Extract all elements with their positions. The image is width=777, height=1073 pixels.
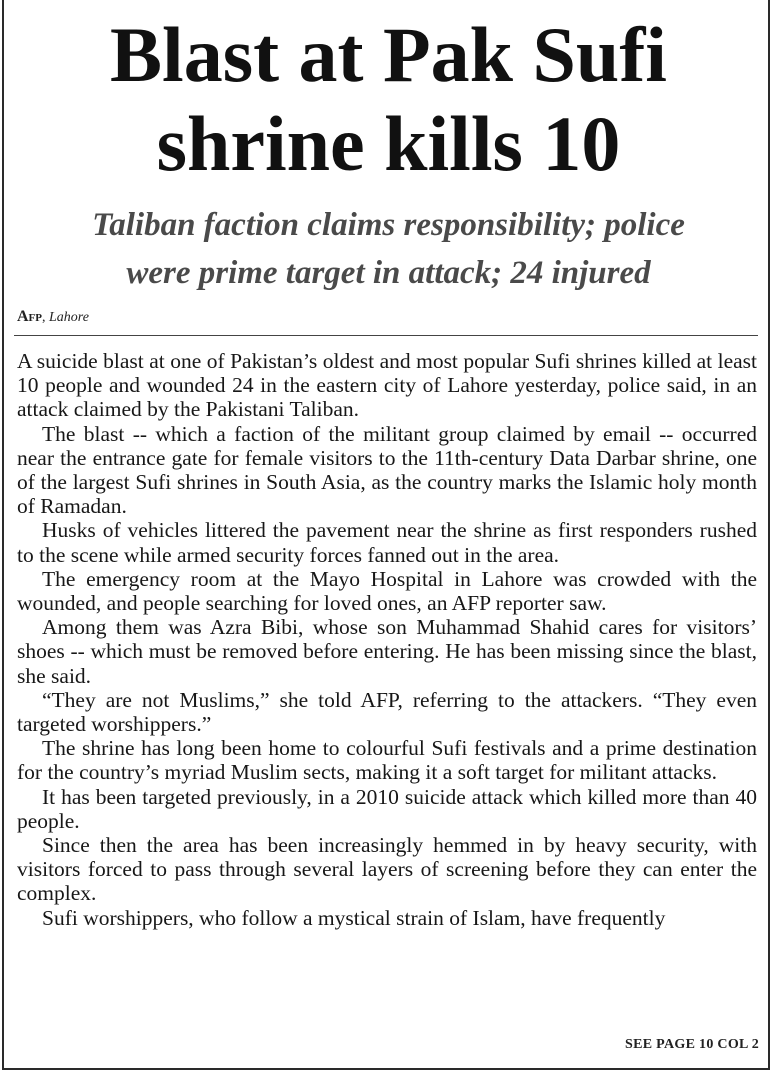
byline-divider	[14, 335, 758, 336]
article-paragraph: It has been targeted previously, in a 2010 suicide attack which killed more than 40 people.	[17, 784, 757, 833]
headline	[0, 10, 777, 188]
article-paragraph: Among them was Azra Bibi, whose son Muhammad Shahid cares for visitors’ shoes -- which must be removed before entering. He has been missing since the blast, she said.	[17, 615, 757, 688]
article-paragraph: A suicide blast at one of Pakistan’s oldest and most popular Sufi shrines killed at least 10 people and wounded 24 in the eastern city of Lahore yesterday, police said, in an attack claimed by the Pakistani Taliban.	[17, 349, 757, 422]
subheadline-line-2: were prime target in attack; 24 injured	[126, 255, 651, 291]
article-paragraph: Sufi worshippers, who follow a mystical strain of Islam, have frequently	[42, 905, 666, 930]
article-paragraph: Husks of vehicles littered the pavement near the shrine as first responders rushed to the scene while armed security forces fanned out in the area.	[17, 518, 757, 567]
subheadline	[0, 201, 777, 297]
article-paragraph: The blast -- which a faction of the militant group claimed by email -- occurred near the entrance gate for female visitors to the 11th-century Data Darbar shrine, one of the largest Sufi shrines in South Asia, as the country marks the Islamic holy month of Ramadan.	[17, 421, 757, 519]
article-body	[17, 349, 757, 930]
byline	[17, 308, 89, 327]
headline-line-1: Blast at Pak Sufi	[110, 11, 667, 98]
article-paragraph: The emergency room at the Mayo Hospital in Lahore was crowded with the wounded, and people searching for loved ones, an AFP reporter saw.	[17, 566, 757, 616]
headline-line-2: shrine kills 10	[156, 100, 621, 187]
article-paragraph: The shrine has long been home to colourful Sufi festivals and a prime destination for the country’s myriad Muslim sects, making it a soft target for militant attacks.	[17, 736, 757, 785]
byline-agency: Afp	[17, 308, 42, 325]
article-paragraph: Since then the area has been increasingly hemmed in by heavy security, with visitors forced to pass through several layers of screening before they can enter the complex.	[17, 833, 757, 906]
continuation-note: SEE PAGE 10 COL 2	[625, 1037, 759, 1052]
byline-location: Lahore	[49, 310, 89, 325]
article-paragraph: “They are not Muslims,” she told AFP, referring to the attackers. “They even targeted worshippers.”	[17, 687, 757, 737]
subheadline-line-1: Taliban faction claims responsibility; police	[92, 207, 685, 243]
byline-separator: ,	[42, 310, 46, 325]
